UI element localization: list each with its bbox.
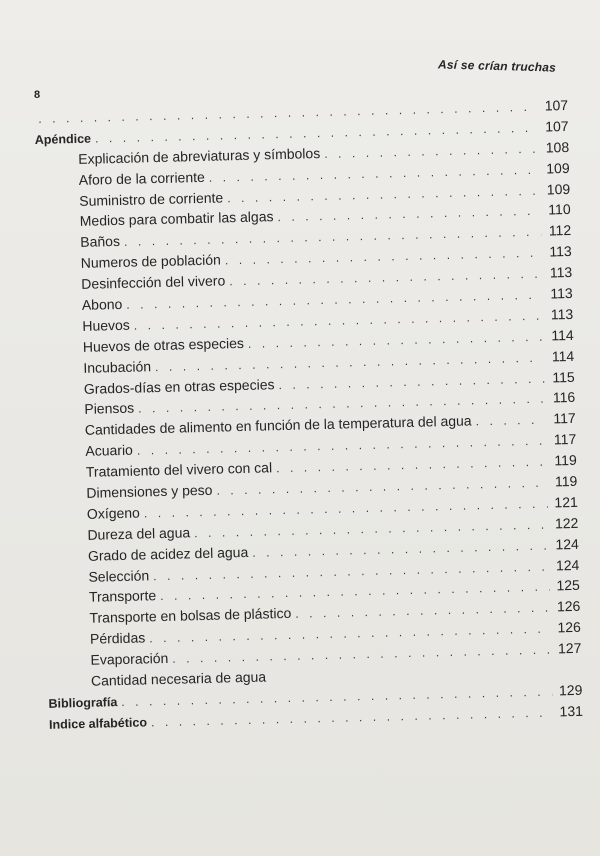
toc-entry-page: 113 xyxy=(550,305,574,323)
toc-entry-page: 114 xyxy=(551,326,574,344)
toc-entry-title: Huevos xyxy=(82,316,130,334)
toc-entry-title: Medios para combatir las algas xyxy=(79,208,274,230)
page-number: 8 xyxy=(34,89,41,101)
toc-entry-page: 131 xyxy=(559,702,584,720)
toc-entry-page: 122 xyxy=(554,514,579,532)
toc-entry-title: Cantidad necesaria de agua xyxy=(90,668,267,689)
toc-entry-title: Transporte en bolsas de plástico xyxy=(89,605,292,627)
toc-entry-title: Transporte xyxy=(88,587,157,606)
toc-entry-page: 109 xyxy=(546,159,570,177)
toc-entry-page: 127 xyxy=(557,639,582,657)
toc-entry-title: Abono xyxy=(81,295,123,313)
toc-entry-title: Selección xyxy=(88,566,150,585)
toc-entry-title: Apéndice xyxy=(34,131,92,147)
toc-entry-page: 107 xyxy=(544,96,569,114)
toc-entry-page: 113 xyxy=(549,264,573,281)
toc-entry-page xyxy=(556,674,582,675)
toc-entry-title: Pérdidas xyxy=(89,629,146,648)
dot-leader xyxy=(475,410,546,433)
toc-entry-page: 124 xyxy=(555,556,580,573)
toc-entry-page: 109 xyxy=(546,180,571,198)
toc-entry-title: Tratamiento del vivero con cal xyxy=(85,459,273,480)
toc-entry-title: Indice alfabético xyxy=(48,715,148,732)
toc-entry-title: Incubación xyxy=(83,357,152,376)
toc-entry-title: Acuario xyxy=(85,441,134,460)
toc-entry-title: Baños xyxy=(80,233,121,251)
toc-entry-title: Cantidades de alimento en función de la temperatura del agua xyxy=(84,412,472,439)
toc-entry-title: Grado de acidez del agua xyxy=(87,543,249,564)
toc-entry-page: 113 xyxy=(550,284,573,302)
toc-entry-title: Dimensiones y peso xyxy=(86,481,213,501)
toc-entry-title: Dureza del agua xyxy=(87,524,191,543)
toc-entry-title: Oxígeno xyxy=(86,504,141,522)
toc-entry-page: 117 xyxy=(553,431,577,448)
toc-entry-title: Piensos xyxy=(84,400,135,418)
toc-entry-title: Desinfección del vivero xyxy=(81,272,226,293)
toc-entry-page: 116 xyxy=(552,389,576,406)
running-title: Así se crían truchas xyxy=(437,57,557,75)
toc-entry-page: 126 xyxy=(557,619,582,636)
toc-entry-page: 129 xyxy=(558,681,583,699)
toc-entry-page: 110 xyxy=(548,201,571,218)
toc-entry-page: 119 xyxy=(554,451,577,469)
toc-entry-page: 114 xyxy=(551,347,575,365)
toc-entry-title: Aforo de la corriente xyxy=(78,168,205,188)
toc-entry-title: Numeros de población xyxy=(80,251,222,272)
toc-entry-page: 113 xyxy=(549,243,572,260)
toc-entry-page: 119 xyxy=(554,472,578,490)
table-of-contents xyxy=(34,95,583,735)
toc-entry-title: Huevos de otras especies xyxy=(82,334,245,355)
toc-entry-page: 115 xyxy=(552,368,575,385)
toc-entry-page: 124 xyxy=(555,535,579,553)
toc-entry-page: 108 xyxy=(545,138,570,156)
toc-entry-title: Bibliografía xyxy=(48,695,118,711)
toc-entry-page: 117 xyxy=(553,410,576,427)
toc-entry-title: Explicación de abreviaturas y símbolos xyxy=(78,144,321,167)
toc-entry-title: Evaporación xyxy=(90,650,169,668)
toc-entry-page: 121 xyxy=(554,493,578,511)
toc-entry-page: 126 xyxy=(556,598,581,615)
toc-entry-page: 125 xyxy=(556,577,581,594)
toc-entry-page: 112 xyxy=(548,222,572,239)
toc-entry-title: Suministro de corriente xyxy=(79,188,224,209)
toc-entry-title: Grados-días en otras especies xyxy=(83,375,275,397)
toc-entry-page: 107 xyxy=(545,117,569,135)
